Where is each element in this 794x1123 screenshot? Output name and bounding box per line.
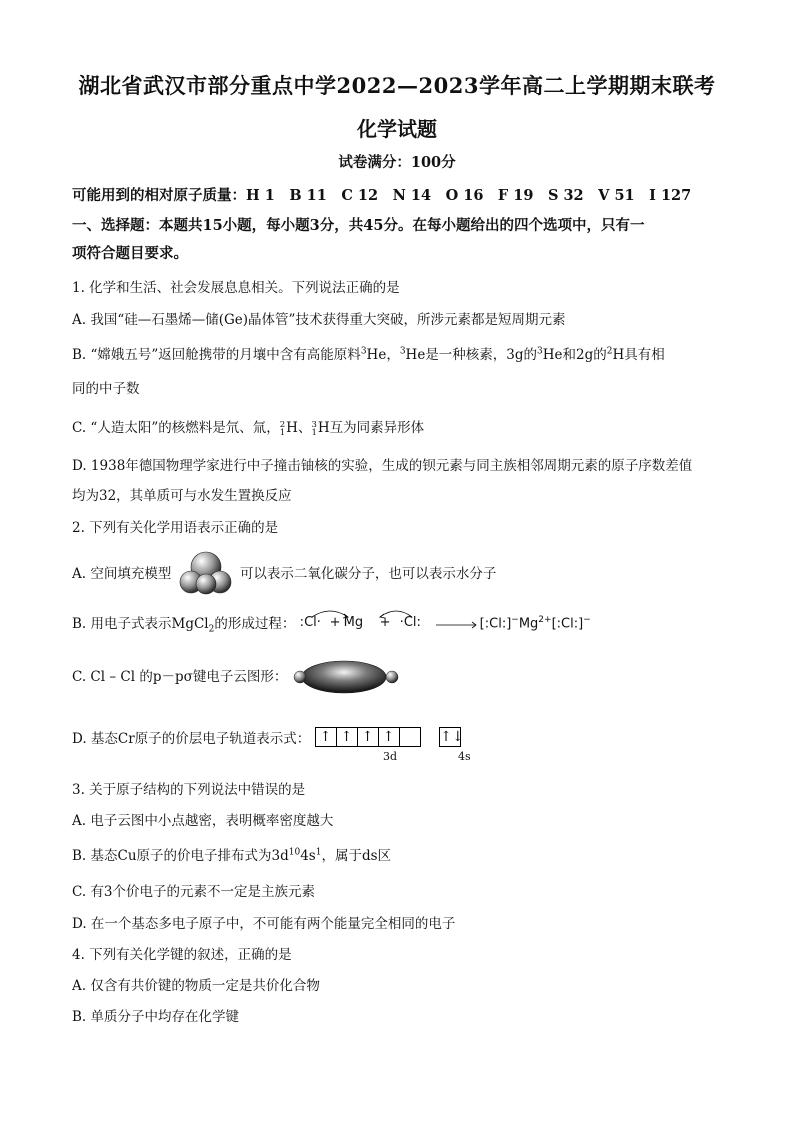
q3-option-d: D. 在一个基态多电子原子中，不可能有两个能量完全相同的电子 bbox=[72, 916, 456, 932]
q2-option-a: A. 空间填充模型 可以表示二氧化碳分子，也可以表示水分子 bbox=[72, 562, 496, 583]
orbital-diagram: ↑ ↑ ↑ ↑ ↑↓ bbox=[315, 727, 462, 747]
section-heading-line1: 一、选择题：本题共15小题，每小题3分，共45分。在每小题给出的四个选项中，只有一 bbox=[72, 217, 645, 234]
q1-stem: 1. 化学和生活、社会发展息息相关。下列说法正确的是 bbox=[72, 280, 400, 296]
exam-score: 试卷满分：100分 bbox=[338, 154, 456, 171]
q4-stem: 4. 下列有关化学键的叙述，正确的是 bbox=[72, 947, 292, 963]
isotope-h3: 3 1 bbox=[311, 419, 317, 438]
section-heading-line2: 项符合题目要求。 bbox=[72, 245, 188, 262]
lewis-formation-diagram: :Cl· + Mg + ·Cl: $[:Cl:]^-Mg^{2+}[:Cl:]^-$ bbox=[300, 615, 600, 635]
exam-subtitle: 化学试题 bbox=[357, 117, 437, 141]
q2-stem: 2. 下列有关化学用语表示正确的是 bbox=[72, 520, 279, 536]
atomic-masses: 可能用到的相对原子质量：H 1 B 11 C 12 N 14 O 16 F 19 S 32 V 51 I 127 bbox=[72, 187, 692, 204]
q1-option-b-line2: 同的中子数 bbox=[72, 381, 140, 397]
q3-option-a: A. 电子云图中小点越密，表明概率密度越大 bbox=[72, 813, 334, 829]
q1-option-a: A. 我国“硅—石墨烯—储(Ge)晶体管”技术获得重大突破，所涉元素都是短周期元素 bbox=[72, 312, 566, 328]
orbital-label-4s: 4s bbox=[458, 750, 471, 763]
q1-option-d-line1: D. 1938年德国物理学家进行中子撞击铀核的实验，生成的钡元素与同主族相邻周期元素的原子序数差值 bbox=[72, 458, 693, 474]
q4-option-b: B. 单质分子中均存在化学键 bbox=[72, 1009, 240, 1025]
q1-option-b-line1: B. “嫦娥五号”返回舱携带的月壤中含有高能原料$^3$He，$^3$He是一种核素，3g的$^3$He和2g的$^2$H具有相 bbox=[72, 346, 665, 363]
q3-stem: 3. 关于原子结构的下列说法中错误的是 bbox=[72, 782, 306, 798]
q4-option-a: A. 仅含有共价键的物质一定是共价化合物 bbox=[72, 978, 320, 994]
q2-option-b: B. 用电子式表示MgCl$_2$的形成过程： :Cl· + Mg + ·Cl: $[:Cl:]^-Mg^{2+}[:Cl:]^-$ bbox=[72, 612, 600, 635]
sigma-bond-orbital-icon bbox=[292, 659, 400, 695]
isotope-h2: 2 1 bbox=[279, 419, 286, 438]
exam-title: 湖北省武汉市部分重点中学2022—2023学年高二上学期期末联考 bbox=[78, 73, 716, 98]
q3-option-b: B. 基态Cu原子的价电子排布式为$3d^{10}4s^1$，属于ds区 bbox=[72, 847, 392, 864]
q1-option-c: C. “人造太阳”的核燃料是氘、氚， 2 1 H、 3 1 H互为同素异形体 bbox=[72, 419, 425, 438]
q3-option-c: C. 有3个价电子的元素不一定是主族元素 bbox=[72, 884, 316, 900]
q2-option-d: D. 基态Cr原子的价层电子轨道表示式： ↑ ↑ ↑ ↑ ↑↓ bbox=[72, 728, 464, 747]
space-filling-model-icon bbox=[178, 551, 234, 595]
q2-option-c: C. Cl – Cl 的p－pσ键电子云图形： bbox=[72, 665, 400, 685]
orbital-label-3d: 3d bbox=[383, 750, 398, 763]
q1-option-d-line2: 均为32，其单质可与水发生置换反应 bbox=[72, 488, 292, 504]
